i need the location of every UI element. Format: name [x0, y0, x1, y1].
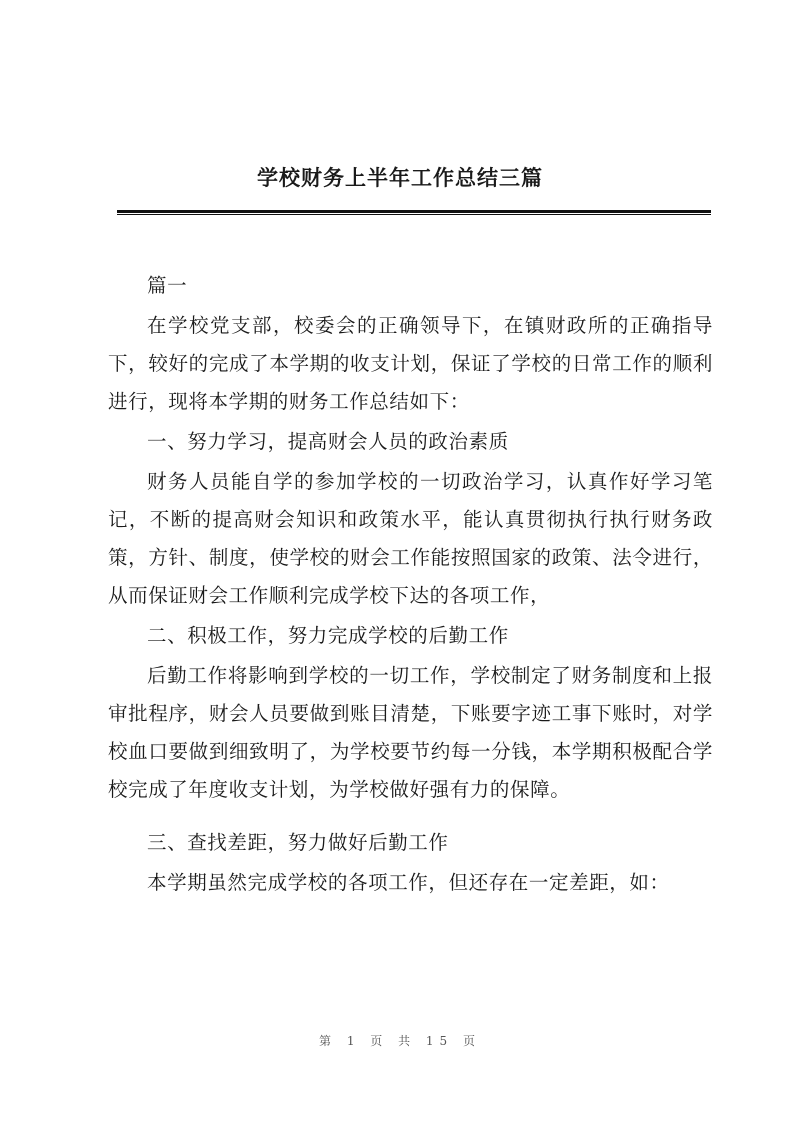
document-title: 学校财务上半年工作总结三篇: [257, 166, 543, 190]
section-heading: 二、积极工作，努力完成学校的后勤工作: [147, 624, 509, 647]
section-heading: 一、努力学习，提高财会人员的政治素质: [147, 430, 509, 453]
paragraph: 本学期虽然完成学校的各项工作，但还存在一定差距，如：: [147, 871, 670, 894]
title-rule-thin: [117, 214, 711, 215]
paragraph: 后勤工作将影响到学校的一切工作，学校制定了财务制度和上报审批程序，财会人员要做到账目清楚，下账要字迹工事下账时，对学校血口要做到细致明了，为学校要节约每一分钱，本学期积极配合学校完成了年度收支计划，为学校做好强有力的保障。: [108, 664, 713, 801]
section-heading: 三、查找差距，努力做好后勤工作: [147, 831, 449, 854]
title-rule-thick: [117, 210, 711, 213]
paragraph: 在学校党支部，校委会的正确领导下，在镇财政所的正确指导下，较好的完成了本学期的收支计划，保证了学校的日常工作的顺利进行，现将本学期的财务工作总结如下：: [108, 314, 713, 413]
paragraph: 财务人员能自学的参加学校的一切政治学习，认真作好学习笔记，不断的提高财会知识和政策水平，能认真贯彻执行执行财务政策，方针、制度，使学校的财会工作能按照国家的政策、法令进行，从而保证财会工作顺利完成学校下达的各项工作，: [108, 470, 713, 607]
section-label: 篇一: [147, 274, 188, 297]
document-body: [108, 267, 713, 904]
page-footer: 第 1 页 共 15 页: [319, 1034, 481, 1048]
